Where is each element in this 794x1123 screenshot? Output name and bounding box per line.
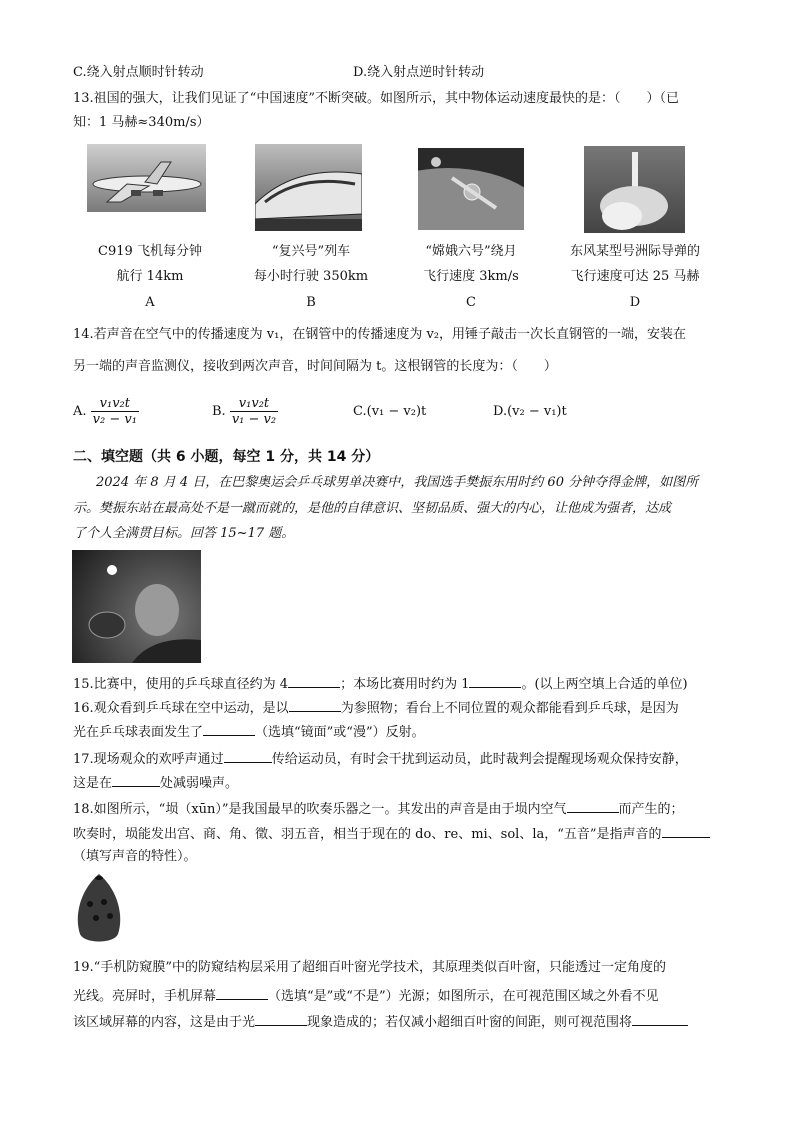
q13-b-caption-2: 每小时行驶 350km (253, 269, 369, 284)
q15-part-b: ；本场比赛用时约为 1 (340, 677, 470, 692)
q18-blank-2[interactable] (662, 823, 710, 838)
q18-blank-1[interactable] (567, 798, 619, 813)
passage-line-1: 2024 年 8 月 4 日，在巴黎奥运会乒乓球男单决赛中，我国选手樊振东用时约 60 分钟夺得金牌，如图所 (96, 475, 699, 490)
q16-blank-2[interactable] (203, 721, 255, 736)
q14-b-label: B. (212, 404, 226, 419)
q12-option-d: D.绕入射点逆时针转动 (353, 65, 485, 80)
q15-blank-2[interactable] (469, 673, 521, 688)
q19-line-1: 19.“手机防窥膜”中的防窥结构层采用了超细百叶窗光学技术，其原理类似百叶窗，只能透过一定角度的 (73, 960, 666, 975)
passage-line-2: 示。樊振东站在最高处不是一蹴而就的，是他的自律意识、坚韧品质、强大的内心，让他成为强者，达成 (73, 501, 672, 516)
q16-part-a: 16.观众看到乒乓球在空中运动，是以 (73, 701, 289, 716)
q19-part-d: 该区域屏幕的内容，这是由于光 (73, 1015, 256, 1030)
q14-option-a (73, 396, 139, 427)
q18-part-d: （填写声音的特性）。 (73, 849, 197, 864)
q19-blank-3[interactable] (632, 1011, 688, 1026)
q18-part-a: 18.如图所示，“埙（xūn）”是我国最早的吹奏乐器之一。其发出的声音是由于埙内空气 (73, 802, 567, 817)
passage-line-3: 了个人全满贯目标。回答 15~17 题。 (73, 526, 295, 541)
q14-b-numerator: v₁v₂t (230, 396, 278, 412)
q17-part-c: 这是在 (73, 776, 113, 791)
q14-a-label: A. (73, 404, 87, 419)
q14-option-d: D.(v₂ − v₁)t (493, 404, 567, 419)
q13-c-caption-1: “嫦娥六号”绕月 (425, 244, 517, 259)
q14-option-c: C.(v₁ − v₂)t (353, 404, 427, 419)
fuxing-train-image (255, 144, 362, 231)
q16-part-c: 光在乒乓球表面发生了 (73, 725, 204, 740)
q15-line (73, 673, 688, 694)
q15-part-c: 。(以上两空填上合适的单位) (521, 677, 688, 692)
change6-probe-image (418, 148, 524, 230)
q17-part-b: 传给运动员，有时会干扰到运动员，此时裁判会提醒现场观众保持安静， (271, 752, 688, 767)
q19-blank-2[interactable] (255, 1011, 307, 1026)
q14-a-denominator: v₂ − v₁ (92, 412, 137, 427)
q17-blank-2[interactable] (112, 772, 160, 787)
q13-c-caption-2: 飞行速度 3km/s (423, 269, 519, 284)
section-2-heading: 二、填空题（共 6 小题，每空 1 分，共 14 分） (73, 449, 380, 465)
q17-part-d: 处减弱噪声。 (160, 776, 239, 791)
q16-line-2 (73, 721, 425, 742)
q16-part-b: 为参照物；看台上不同位置的观众都能看到乒乓球，是因为 (340, 701, 679, 716)
q13-d-caption-1: 东风某型号洲际导弹的 (569, 244, 700, 259)
q14-stem-line1: 14.若声音在空气中的传播速度为 v₁，在钢管中的传播速度为 v₂，用锤子敲击一次长直钢管的一端，安装在 (73, 327, 687, 342)
q19-blank-1[interactable] (216, 985, 268, 1000)
q16-line-1 (73, 697, 679, 718)
q13-a-caption-2: 航行 14km (116, 269, 184, 284)
q13-a-letter: A (145, 295, 155, 310)
q13-d-letter: D (629, 295, 641, 310)
q18-line-2 (73, 823, 710, 844)
q13-d-caption-2: 飞行速度可达 25 马赫 (570, 269, 700, 284)
q13-stem-line1: 13.祖国的强大，让我们见证了“中国速度”不断突破。如图所示，其中物体运动速度最快的是：（ ）（已 (73, 91, 679, 106)
q15-part-a: 15.比赛中，使用的乒乓球直径约为 4 (73, 677, 289, 692)
q19-line-3 (73, 1011, 688, 1032)
q17-line-2 (73, 772, 238, 793)
q16-part-d: （选填“镜面”或“漫”）反射。 (255, 725, 425, 740)
q13-a-caption-1: C919 飞机每分钟 (98, 244, 202, 259)
q16-blank-1[interactable] (289, 697, 341, 712)
c919-airplane-image (87, 144, 206, 212)
q19-part-e: 现象造成的；若仅减小超细百叶窗的间距，则可视范围将 (307, 1015, 633, 1030)
q14-b-denominator: v₁ − v₂ (231, 412, 277, 427)
q12-option-c: C.绕入射点顺时针转动 (73, 65, 204, 80)
q17-part-a: 17.现场观众的欢呼声通过 (73, 752, 224, 767)
q13-stem-line2: 知：1 马赫≈340m/s） (73, 115, 210, 130)
q19-line-2 (73, 985, 659, 1006)
q19-part-c: （选填“是”或“不是”）光源；如图所示，在可视范围区域之外看不见 (268, 989, 659, 1004)
q15-blank-1[interactable] (288, 673, 340, 688)
q18-part-b: 而产生的； (618, 802, 684, 817)
q17-line-1 (73, 748, 688, 769)
xun-instrument-image (72, 872, 126, 948)
q17-blank-1[interactable] (224, 748, 272, 763)
table-tennis-player-image (72, 550, 201, 663)
q14-option-b (212, 396, 278, 427)
q13-b-caption-1: “复兴号”列车 (271, 244, 351, 259)
q18-line-1 (73, 798, 684, 819)
q13-b-letter: B (306, 295, 316, 310)
q14-a-numerator: v₁v₂t (91, 396, 139, 412)
df-missile-image (584, 146, 685, 233)
q18-part-c: 吹奏时，埙能发出宫、商、角、徵、羽五音，相当于现在的 do、re、mi、sol、la，“五音”是指声音的 (73, 827, 662, 842)
q14-stem-line2: 另一端的声音监测仪，接收到两次声音，时间间隔为 t。这根钢管的长度为：（ ） (73, 359, 557, 374)
q13-c-letter: C (466, 295, 476, 310)
q19-part-b: 光线。亮屏时，手机屏幕 (73, 989, 217, 1004)
